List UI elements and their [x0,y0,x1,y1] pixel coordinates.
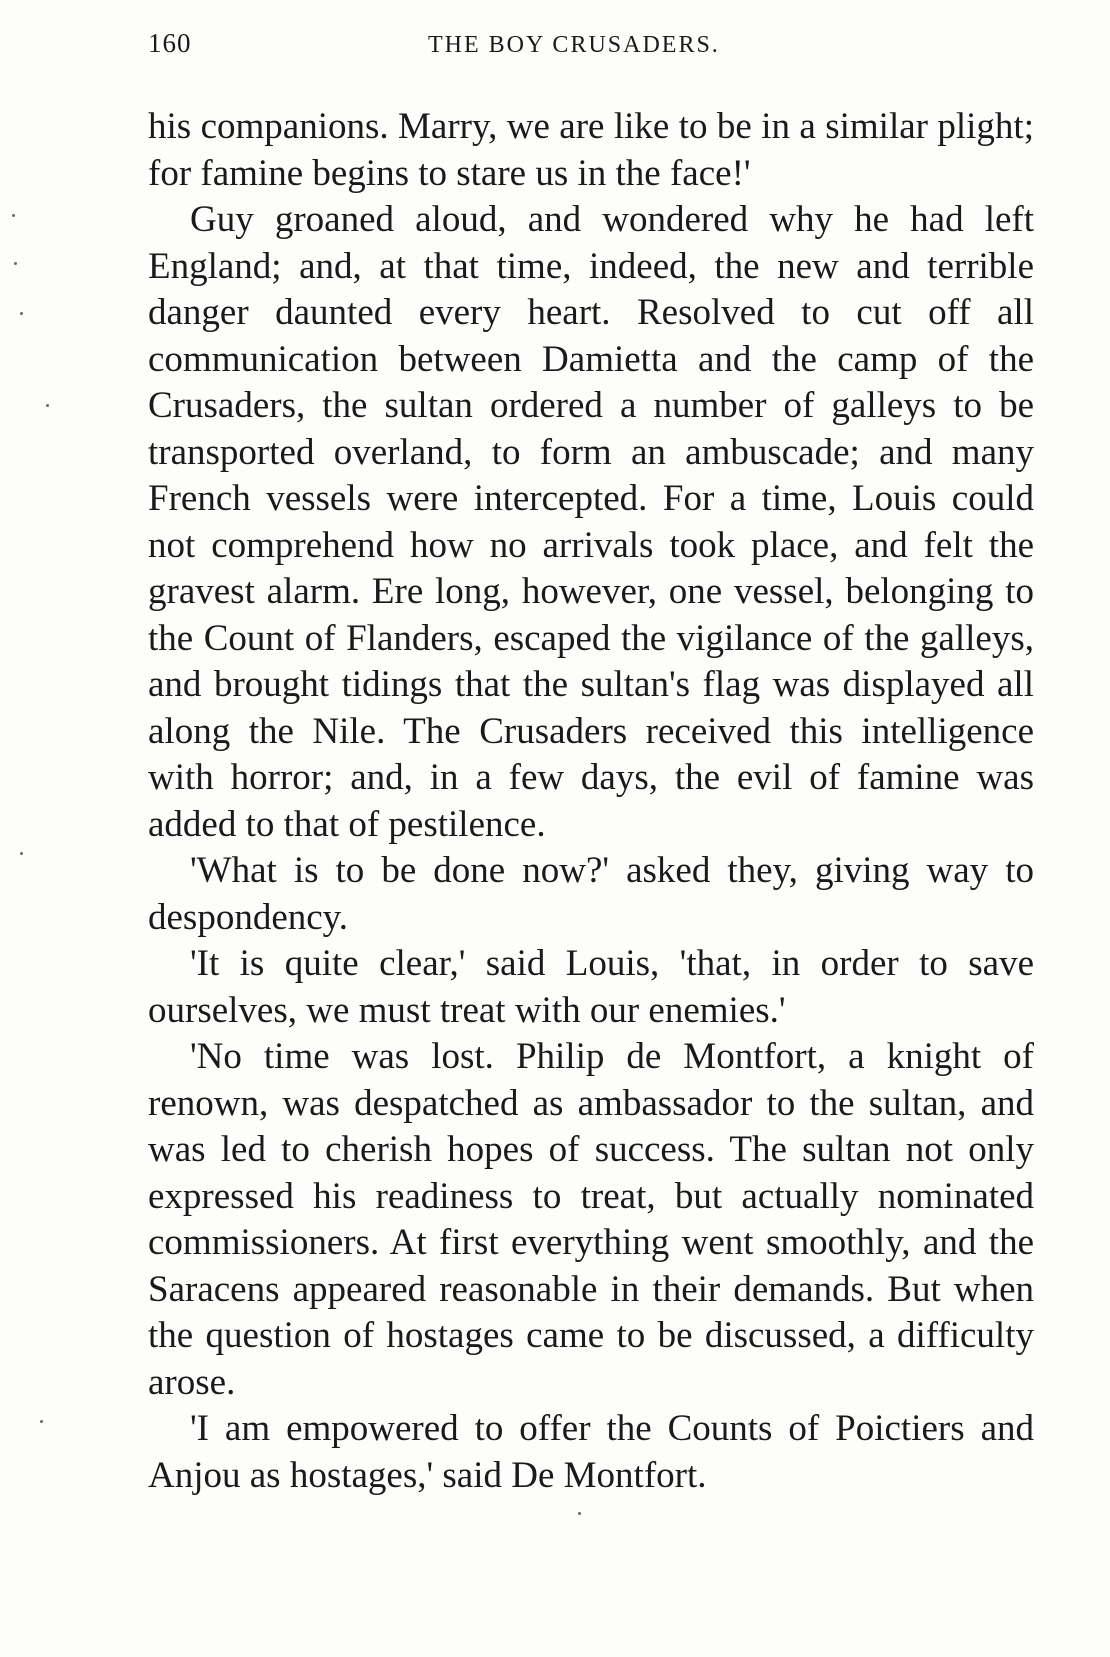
scan-speck [14,262,17,265]
scan-speck [12,214,15,217]
body-text [148,104,1034,1499]
paragraph: 'What is to be done now?' asked they, giving way to despondency. [148,850,1034,938]
page-number: 160 [148,28,192,58]
scan-speck [20,852,23,855]
running-head [148,28,1028,72]
paragraph: Guy groaned aloud, and wondered why he had left England; and, at that time, indeed, the new and terrible danger daunted every heart. Resolved to cut off all communication between Damietta and the camp of the Crusaders, the sultan ordered a number of galleys to be transported overland, to form an ambuscade; and many French vessels were intercepted. For a time, Louis could not comprehend how no arrivals took place, and felt the gravest alarm. Ere long, however, one vessel, belonging to the Count of Flanders, escaped the vigilance of the galleys, and brought tidings that the sultan's flag was displayed all along the Nile. The Crusaders received this intelligence with horror; and, in a few days, the evil of famine was added to that of pestilence. [148,199,1034,845]
paragraph: 'No time was lost. Philip de Montfort, a knight of renown, was despatched as ambassador to the sultan, and was led to cherish hopes of success. The sultan not only expressed his readiness to treat, but actually nominated commissioners. At first everything went smoothly, and the Saracens appeared reasonable in their demands. But when the question of hostages came to be discussed, a difficulty arose. [148,1036,1034,1403]
paragraph: 'It is quite clear,' said Louis, 'that, in order to save ourselves, we must treat with our enemies.' [148,943,1034,1031]
paragraph: 'I am empowered to offer the Counts of Poictiers and Anjou as hostages,' said De Montfort. [148,1408,1034,1496]
scan-speck [46,404,49,407]
scan-speck [40,1420,43,1423]
scan-speck [578,1512,581,1515]
scan-speck [20,312,23,315]
book-title: THE BOY CRUSADERS. [428,32,720,58]
paragraph-continuation: his companions. Marry, we are like to be in a similar plight; for famine begins to stare us in the face!' [148,106,1034,194]
